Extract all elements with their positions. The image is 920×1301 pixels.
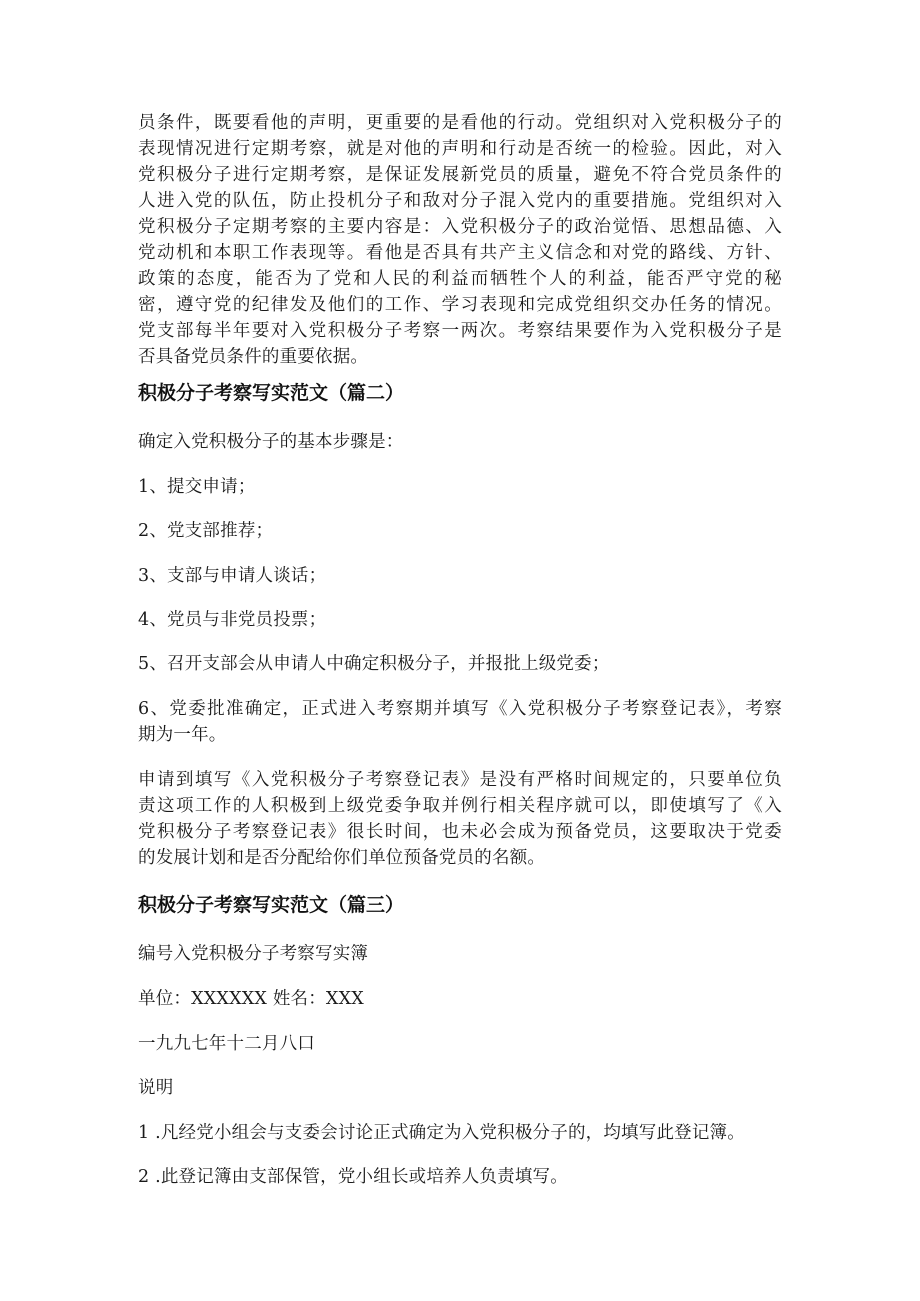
step-item-5: 5、召开支部会从申请人中确定积极分子，并报批上级党委； [138,654,610,674]
step-item-2: 2、党支部推荐； [138,521,274,541]
text-line: 党支部每半年要对入党积极分子考察一两次。考察结果要作为入党积极分子是 [138,321,782,341]
text-line: 员条件，既要看他的声明，更重要的是看他的行动。党组织对入党积极分子的 [138,113,782,133]
text-line: 的发展计划和是否分配给你们单位预备党员的名额。 [138,848,546,868]
text-line: 党动机和本职工作表现等。看他是否具有共产主义信念和对党的路线、方针、 [138,243,782,263]
section-heading-2: 积极分子考察写实范文（篇二） [138,382,405,404]
step-item-4: 4、党员与非党员投票； [138,610,327,630]
text-line: 政策的态度，能否为了党和人民的利益而牺牲个人的利益，能否严守党的秘 [138,269,782,289]
text-line: 密，遵守党的纪律发及他们的工作、学习表现和完成党组织交办任务的情况。 [138,295,782,315]
explain-item-1: 1 .凡经党小组会与支委会讨论正式确定为入党积极分子的，均填写此登记簿。 [138,1123,745,1143]
step-item-1: 1、提交申请； [138,477,256,497]
note-paragraph [138,767,782,871]
text-line: 申请到填写《入党积极分子考察登记表》是没有严格时间规定的，只要单位负 [138,770,782,790]
text-line: 责这项工作的人积极到上级党委争取并例行相关程序就可以，即使填写了《入 [138,796,782,816]
text-line: 否具备党员条件的重要依据。 [138,347,369,367]
date-line: 一九九七年十二月八口 [138,1034,315,1054]
section-heading-3: 积极分子考察写实范文（篇三） [138,894,405,916]
explain-item-2: 2 .此登记簿由支部保管，党小组长或培养人负责填写。 [138,1167,568,1187]
intro-paragraph [138,110,782,370]
text-line: 表现情况进行定期考察，就是对他的声明和行动是否统一的检验。因此，对入 [138,139,782,159]
text-line: 党积极分子进行定期考察，是保证发展新党员的质量，避免不符合党员条件的 [138,165,782,185]
text-line: 党积极分子考察登记表》很长时间，也未必会成为预备党员，这要取决于党委 [138,822,782,842]
explain-label: 说明 [138,1078,174,1098]
steps-intro: 确定入党积极分子的基本步骤是： [138,432,404,452]
text-line: 人进入党的队伍，防止投机分子和敌对分子混入党内的重要措施。党组织对入 [138,191,782,211]
step-item-3: 3、支部与申请人谈话； [138,566,327,586]
text-line: 期为一年。 [138,725,227,745]
text-line: 6、党委批准确定，正式进入考察期并填写《入党积极分子考察登记表》，考察 [138,699,782,719]
step-item-6 [138,696,782,748]
unit-name-line: 单位：XXXXXX 姓名：XXX [138,989,364,1009]
text-line: 党积极分子定期考察的主要内容是：入党积极分子的政治觉悟、思想品德、入 [138,217,782,237]
book-title: 编号入党积极分子考察写实簿 [138,944,369,964]
